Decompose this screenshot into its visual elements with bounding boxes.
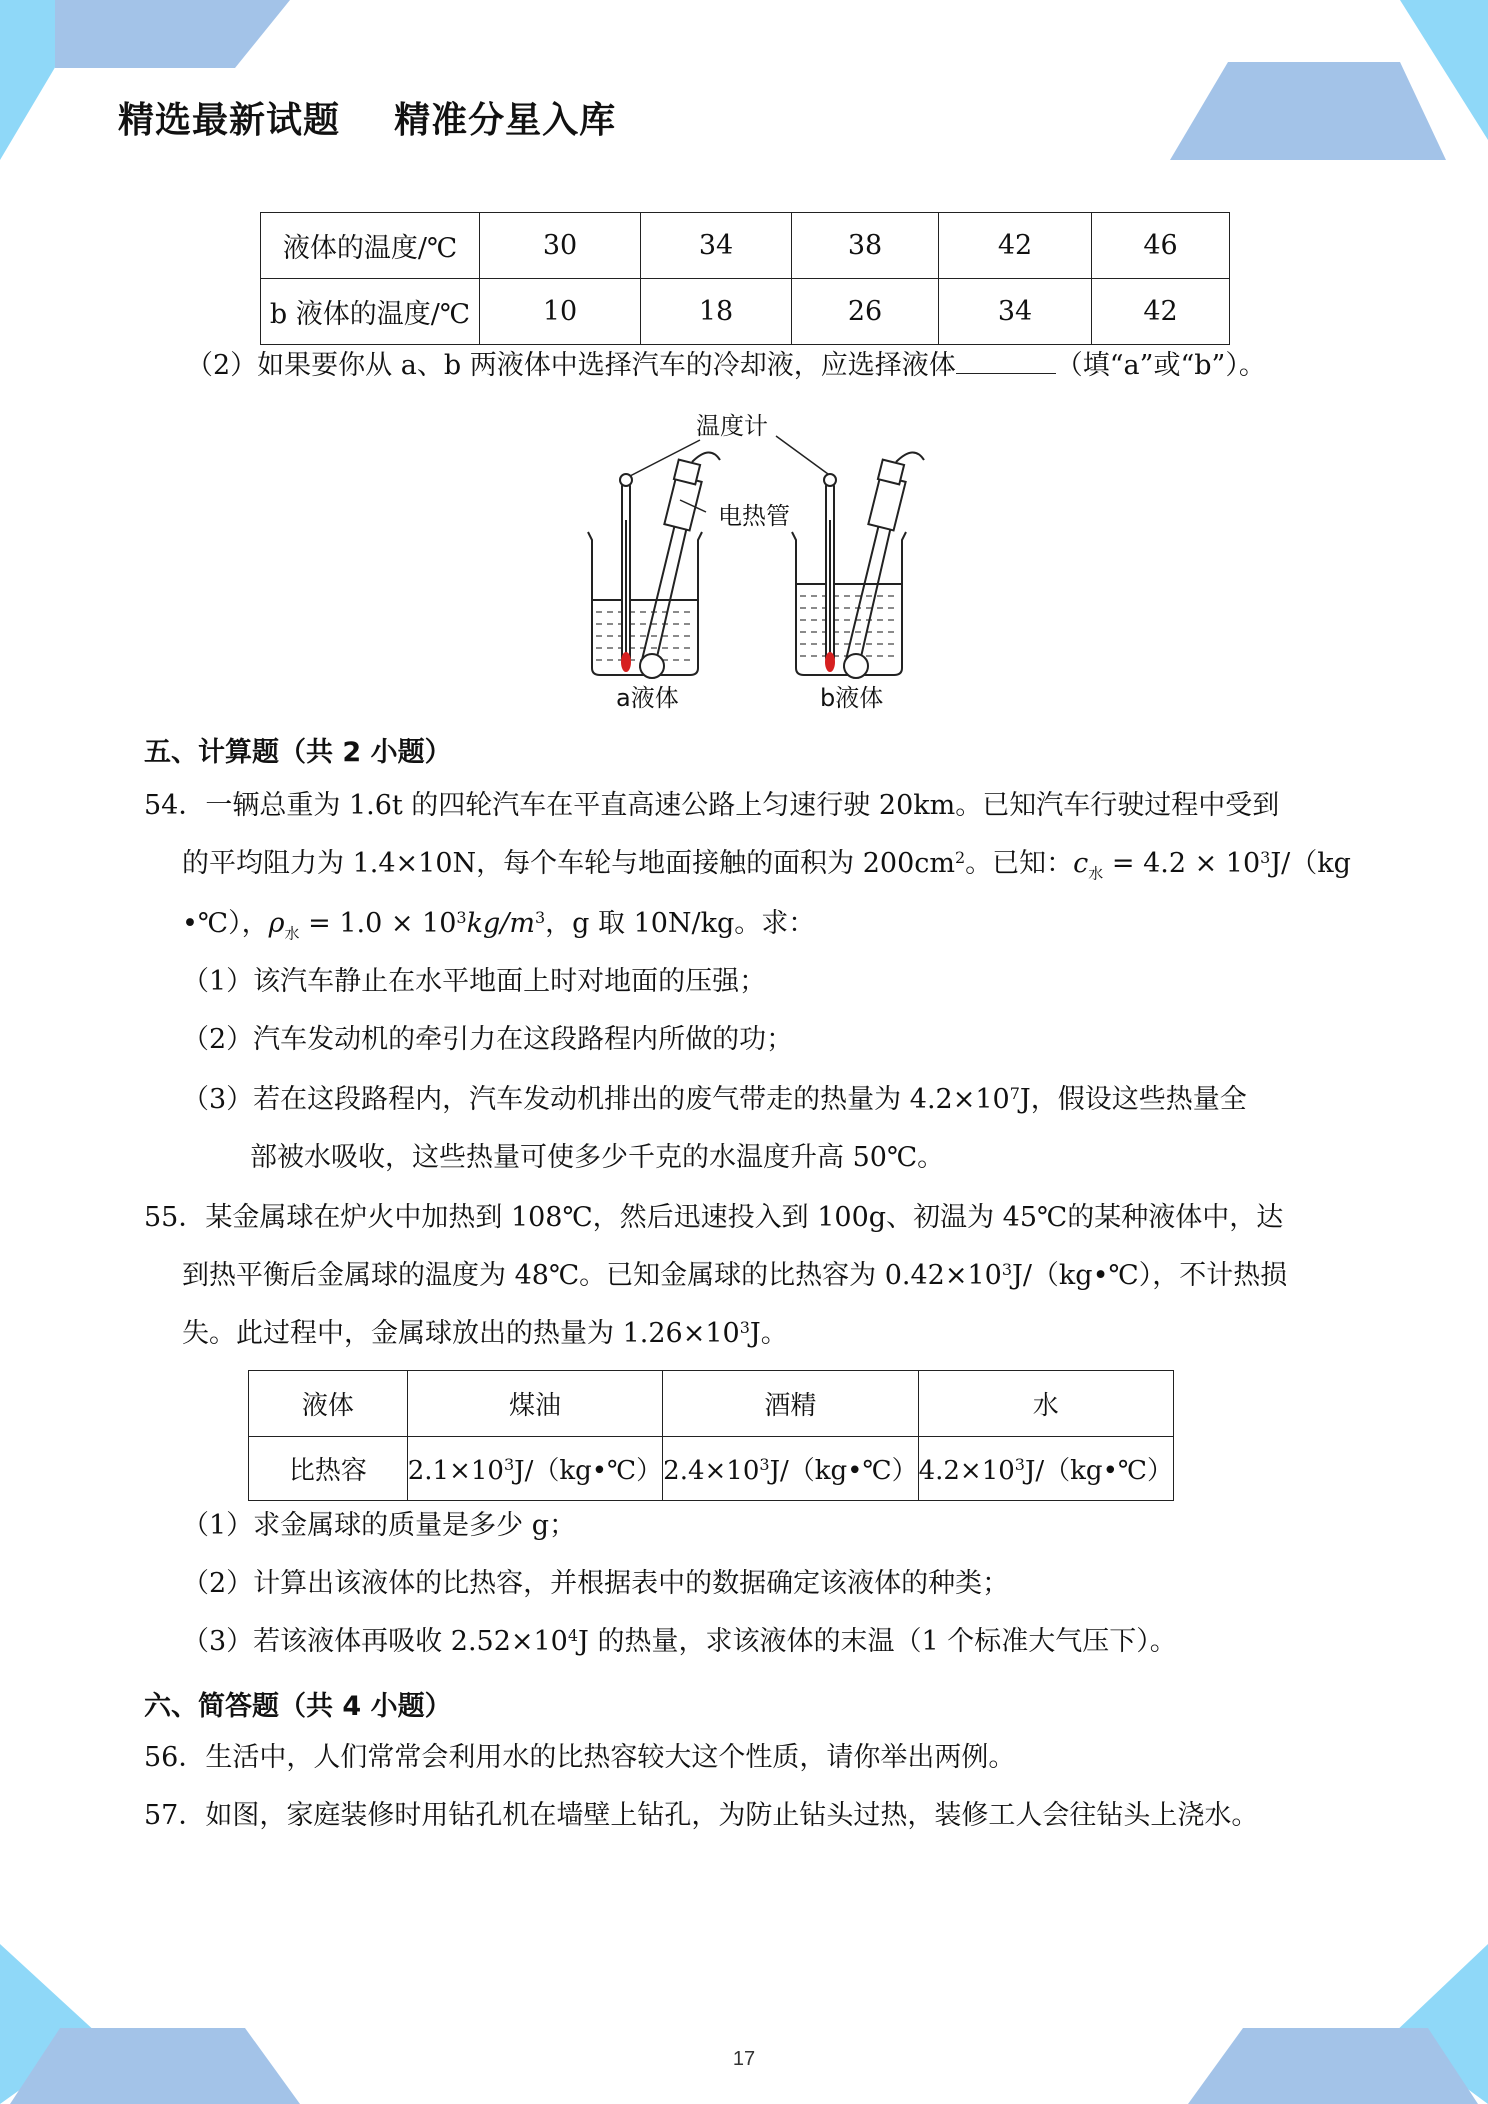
question-text: （填“a”或“b”）。 — [1055, 350, 1266, 381]
temperature-table — [260, 212, 1230, 345]
table-header-cell: 水 — [918, 1371, 1173, 1437]
superscript: 3 — [1014, 1455, 1025, 1474]
table-cell: 10 — [480, 279, 641, 345]
superscript: 3 — [534, 908, 546, 927]
table-cell — [918, 1437, 1173, 1501]
table-cell: 比热容 — [249, 1437, 408, 1501]
question-57: 57．如图，家庭装修时用钻孔机在墙壁上钻孔，为防止钻头过热，装修工人会往钻头上浇水。 — [144, 1800, 1259, 1831]
superscript: 3 — [503, 1455, 515, 1474]
table-cell: 34 — [641, 213, 792, 279]
subscript: 水 — [1088, 864, 1104, 883]
table-cell: 46 — [1092, 213, 1230, 279]
table-cell: 26 — [792, 279, 939, 345]
value-unit: J/（kg•℃） — [769, 1456, 918, 1486]
question-text: （3）若在这段路程内，汽车发动机排出的废气带走的热量为 4.2×10 — [182, 1084, 1010, 1115]
value-unit: J/（kg•℃） — [514, 1456, 663, 1486]
math-symbol: ρ — [268, 908, 285, 939]
liquid-b-label: b液体 — [820, 684, 884, 712]
table-cell: 34 — [939, 279, 1092, 345]
value-base: 4.2×10 — [918, 1456, 1015, 1486]
question-55-line-2 — [182, 1256, 1287, 1296]
question-text: J 的热量，求该液体的末温（1 个标准大气压下）。 — [578, 1626, 1177, 1657]
question-text: J，假设这些热量全 — [1019, 1084, 1247, 1115]
page-header-title: 精选最新试题 精准分星入库 — [118, 100, 617, 141]
table-header-cell: 液体 — [249, 1371, 408, 1437]
experiment-figure — [570, 400, 970, 712]
subscript: 水 — [284, 924, 300, 943]
table-cell: 18 — [641, 279, 792, 345]
question-text: 的平均阻力为 1.4×10N，每个车轮与地面接触的面积为 200cm — [182, 848, 955, 879]
superscript: 3 — [1260, 848, 1271, 867]
liquid-a-label: a液体 — [616, 684, 679, 712]
table-cell: 38 — [792, 213, 939, 279]
question-55-line-3 — [182, 1314, 788, 1354]
corner-decoration-bottom-right — [1188, 1930, 1488, 2104]
beakers-diagram — [570, 400, 970, 712]
table-cell: b 液体的温度/℃ — [261, 279, 480, 345]
value-unit: J/（kg•℃） — [1024, 1456, 1173, 1486]
superscript: 3 — [739, 1318, 750, 1337]
question-55-line-1: 55．某金属球在炉火中加热到 108℃，然后迅速投入到 100g、初温为 45℃的某种液体中，达 — [144, 1202, 1284, 1233]
answer-blank — [956, 351, 1056, 374]
superscript: 7 — [1009, 1084, 1020, 1103]
specific-heat-table — [248, 1370, 1174, 1501]
table-cell: 液体的温度/℃ — [261, 213, 480, 279]
question-text: J/（kg•℃），不计热损 — [1012, 1260, 1288, 1291]
question-54-part-3-cont: 部被水吸收，这些热量可使多少千克的水温度升高 50℃。 — [250, 1142, 945, 1173]
value-base: 2.1×10 — [407, 1456, 504, 1486]
thermometer-label: 温度计 — [696, 412, 768, 440]
page-number: 17 — [732, 2048, 756, 2070]
table-cell: 42 — [939, 213, 1092, 279]
math-unit: J/（kg — [1270, 848, 1351, 879]
table-cell — [407, 1437, 662, 1501]
table-row — [261, 213, 1230, 279]
question-54-part-3 — [182, 1080, 1247, 1120]
value-base: 2.4×10 — [663, 1456, 760, 1486]
math-unit: kg/m — [466, 908, 535, 939]
section-6-title: 六、简答题（共 4 小题） — [144, 1691, 452, 1722]
heater-label: 电热管 — [718, 502, 790, 530]
table-row — [249, 1437, 1174, 1501]
question-text: J。 — [749, 1318, 788, 1349]
table-cell: 30 — [480, 213, 641, 279]
superscript: 3 — [456, 908, 467, 927]
superscript: 4 — [567, 1626, 579, 1645]
math-value: = 4.2 × 10 — [1103, 848, 1261, 879]
question-54-line-2 — [182, 844, 1351, 893]
corner-decoration-top-left — [0, 0, 300, 170]
table-header-cell: 酒精 — [663, 1371, 918, 1437]
question-text: 到热平衡后金属球的温度为 48℃。已知金属球的比热容为 0.42×10 — [182, 1260, 1002, 1291]
superscript: 2 — [954, 848, 966, 867]
question-54-part-2: （2）汽车发动机的牵引力在这段路程内所做的功； — [182, 1024, 794, 1055]
corner-decoration-bottom-left — [0, 1930, 300, 2104]
math-symbol: c — [1073, 848, 1089, 879]
question-text: ，g 取 10N/kg。求： — [545, 908, 816, 939]
superscript: 3 — [759, 1455, 770, 1474]
question-text: （2）如果要你从 a、b 两液体中选择汽车的冷却液，应选择液体 — [186, 350, 956, 381]
table-cell: 42 — [1092, 279, 1230, 345]
superscript: 3 — [1001, 1260, 1013, 1279]
table-header-cell: 煤油 — [407, 1371, 662, 1437]
question-text: 。已知： — [965, 848, 1074, 879]
question-54-line-3 — [182, 904, 815, 953]
question-55-part-1: （1）求金属球的质量是多少 g； — [182, 1510, 577, 1541]
question-54-part-1: （1）该汽车静止在水平地面上时对地面的压强； — [182, 966, 767, 997]
table-row — [261, 279, 1230, 345]
question-56: 56．生活中，人们常常会利用水的比热容较大这个性质，请你举出两例。 — [144, 1742, 1016, 1773]
question-55-part-2: （2）计算出该液体的比热容，并根据表中的数据确定该液体的种类； — [182, 1568, 1010, 1599]
question-55-part-3 — [182, 1622, 1177, 1662]
question-text: 失。此过程中，金属球放出的热量为 1.26×10 — [182, 1318, 740, 1349]
question-text: （3）若该液体再吸收 2.52×10 — [182, 1626, 568, 1657]
question-text: •℃）， — [182, 908, 269, 939]
corner-decoration-top-right — [1170, 0, 1488, 170]
question-54-line-1: 54．一辆总重为 1.6t 的四轮汽车在平直高速公路上匀速行驶 20km。已知汽车行驶过程中受到 — [144, 790, 1280, 821]
question-53-part-2 — [186, 346, 1266, 386]
table-cell — [663, 1437, 918, 1501]
table-row — [249, 1371, 1174, 1437]
math-value: = 1.0 × 10 — [299, 908, 457, 939]
section-5-title: 五、计算题（共 2 小题） — [144, 737, 452, 768]
